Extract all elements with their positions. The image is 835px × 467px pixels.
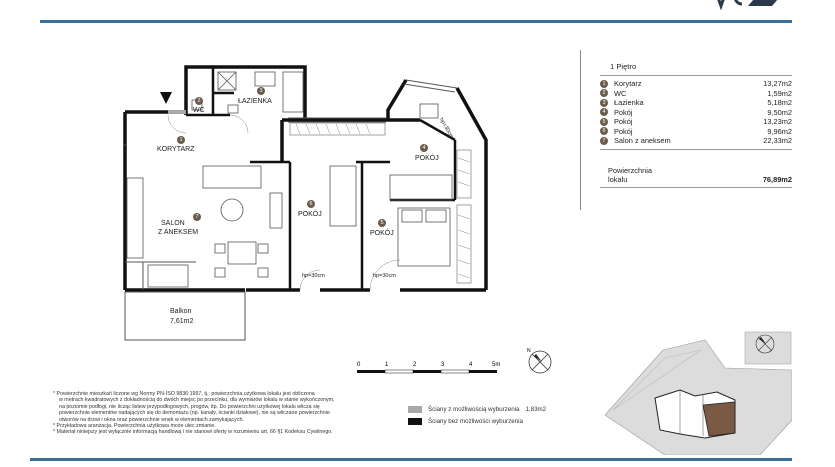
plan-badge-5: 5 <box>378 219 386 227</box>
scale-tick: 1 <box>385 362 389 368</box>
legend-row: 5 Pokój 13,23m2 <box>600 117 792 127</box>
plan-label-wc: WC <box>193 107 205 114</box>
plan-label-korytarz: KORYTARZ <box>157 146 195 153</box>
legend-row: 4 Pokój 9,50m2 <box>600 108 792 118</box>
swatch-grey <box>408 406 422 413</box>
scale-tick: 5m <box>492 362 501 368</box>
plan-label-hp-5: hp=30cm <box>373 273 396 279</box>
scale-tick: 2 <box>413 362 417 368</box>
legend-row: 7 Salon z aneksem 22,33m2 <box>600 136 792 146</box>
legend-row: 2 WC 1,59m2 <box>600 89 792 99</box>
floor-label: 1 Piętro <box>610 62 637 71</box>
legend-row: 6 Pokój 9,96m2 <box>600 127 792 137</box>
plan-label-pokoj-6: POKÓJ <box>298 211 322 218</box>
scale-tick: 0 <box>357 362 361 368</box>
plan-label-aneks: Z ANEKSEM <box>158 229 199 236</box>
plan-label-hp-4: hp=30cm <box>437 117 455 140</box>
compass-icon <box>525 345 555 375</box>
plan-badge-3: 3 <box>257 87 265 95</box>
area-legend <box>600 62 792 191</box>
wall-legend-row: Ściany z możliwością wyburzenia 1,83m2 <box>408 403 546 415</box>
plan-label-lazienka: ŁAZIENKA <box>238 98 272 105</box>
scale-tick: 4 <box>469 362 473 368</box>
svg-text:N: N <box>527 348 531 354</box>
legend-row: 3 Łazienka 5,18m2 <box>600 98 792 108</box>
plan-badge-1: 1 <box>177 136 185 144</box>
site-map <box>605 330 792 455</box>
plan-badge-2: 2 <box>195 97 203 105</box>
divider <box>580 50 581 210</box>
bottom-rule <box>30 458 792 461</box>
legend-row: 1 Korytarz 13,27m2 <box>600 79 792 89</box>
scale-tick: 3 <box>441 362 445 368</box>
total-area: Powierzchnia lokalu 76,89m2 <box>608 165 792 184</box>
entrance-marker <box>160 92 172 104</box>
brand-logo <box>712 0 787 10</box>
plan-label-pokoj-4: POKÓJ <box>415 155 439 162</box>
wall-legend <box>408 403 546 427</box>
plan-label-pokoj-5: POKÓJ <box>370 230 394 237</box>
wall-legend-row: Ściany bez możliwości wyburzenia <box>408 415 546 427</box>
swatch-black <box>408 418 422 425</box>
legal-notes: * Powierzchnie mieszkań liczone wg Normy PN-ISO 9836:1997, tj.: powierzchnia użytkowa lokalu jest obliczona w metrach kwadratowych z dokładnością do dwóch miejsc po przecinku, dla wymiarów lokalu w stanie wykończonym, na poziomie podłogi, nie licząc listew przypodłogowych, progów, itp. Do powierzchni użytkowej lokalu wlicza się powierzchnie elementów nadających się do demontażu (np. kanały, ścianki działowe), nie są wliczane powierzchnie otworów na drzwi i okna oraz powierzchnie wnęk w elementach zamykających. * Przykładowa aranżacja. Powierzchnia użytkowa może ulec zmianie. * Materiał niniejszy jest wyłącznie informacją handlową i nie stanowi oferty w rozumieniu art. 66 §1 Kodeksu Cywilnego. <box>53 391 335 436</box>
plan-label-hp-6: hp=30cm <box>302 273 325 279</box>
plan-badge-4: 4 <box>420 144 428 152</box>
balcony-label: Balkon <box>170 308 192 315</box>
plan-label-salon: SALON <box>161 220 185 227</box>
scale-bar <box>355 356 505 376</box>
balcony-area: 7,61m2 <box>170 318 194 325</box>
plan-badge-7: 7 <box>193 213 201 221</box>
plan-badge-6: 6 <box>307 200 315 208</box>
